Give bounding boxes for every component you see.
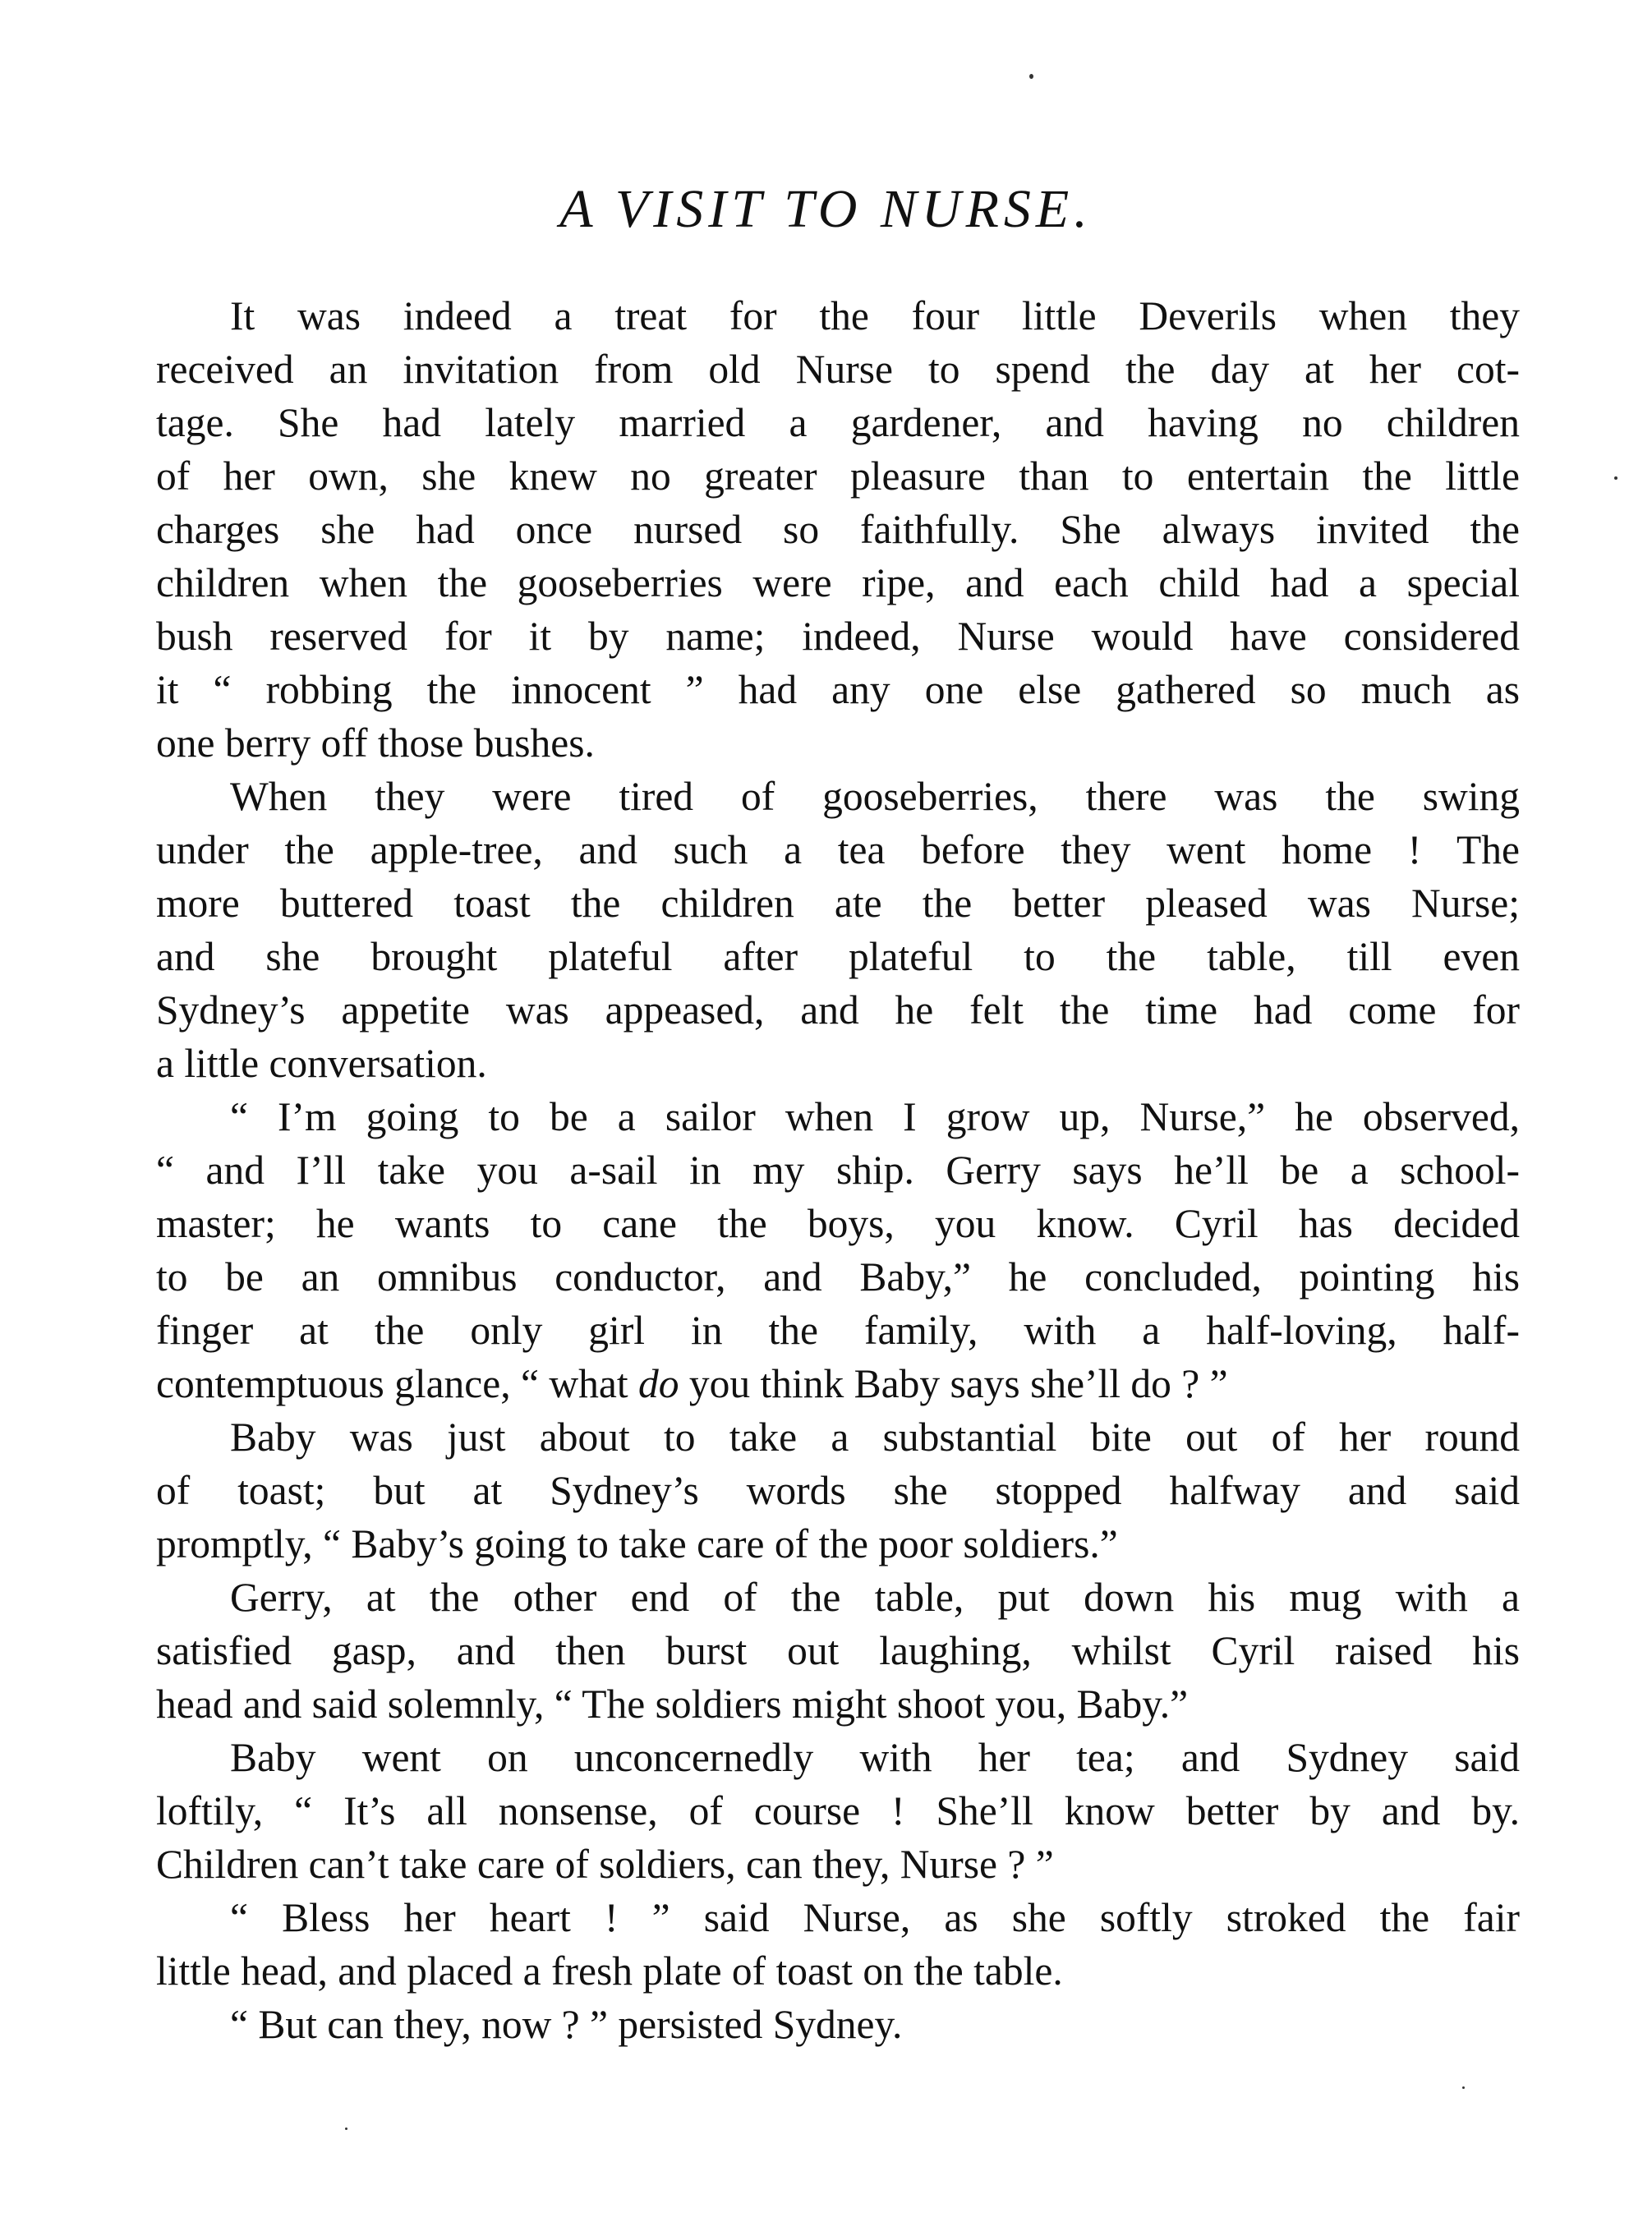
text-line <box>156 1304 1520 1357</box>
text-line-content: it “ robbing the innocent ” had any one else gathered so much as <box>156 667 1520 712</box>
text-line-content: one berry off those bushes. <box>156 720 595 766</box>
text-line-content: bush reserved for it by name; indeed, Nurse would have considered <box>156 614 1520 659</box>
page-speck <box>1462 2086 1465 2089</box>
text-line-content: children when the gooseberries were ripe, and each child had a special <box>156 560 1520 605</box>
text-line <box>156 1571 1520 1624</box>
text-line-content: Baby was just about to take a substantial bite out of her round <box>230 1414 1520 1460</box>
text-line-content: “ Bless her heart ! ” said Nurse, as she softly stroked the fair <box>230 1895 1520 1940</box>
text-line-content: finger at the only girl in the family, with a half-loving, half- <box>156 1308 1520 1353</box>
text-line <box>156 1624 1520 1677</box>
chapter-title: A VISIT TO NURSE. <box>559 179 1093 239</box>
text-line-content: under the apple-tree, and such a tea before they went home ! The <box>156 827 1520 872</box>
text-line-content: a little conversation. <box>156 1041 487 1086</box>
page-speck <box>1614 476 1617 480</box>
text-line-content: of toast; but at Sydney’s words she stopped halfway and said <box>156 1468 1520 1513</box>
text-line-content: contemptuous glance, “ what <box>156 1361 628 1406</box>
text-line <box>156 716 1520 770</box>
text-line <box>156 1197 1520 1250</box>
text-line <box>156 556 1520 610</box>
text-line <box>156 1891 1520 1944</box>
text-line <box>156 1677 1520 1731</box>
text-line-content: little head, and placed a fresh plate of toast on the table. <box>156 1948 1063 1994</box>
text-line <box>156 449 1520 503</box>
text-line-content: master; he wants to cane the boys, you know. Cyril has decided <box>156 1201 1520 1246</box>
text-line-content: It was indeed a treat for the four little Deverils when they <box>230 293 1520 338</box>
text-line-content: charges she had once nursed so faithfully. She always invited the <box>156 507 1520 552</box>
text-line <box>156 770 1520 823</box>
text-line <box>156 983 1520 1037</box>
text-line-content: Sydney’s appetite was appeased, and he felt the time had come for <box>156 987 1520 1033</box>
text-line <box>156 1784 1520 1838</box>
text-line-content: and she brought plateful after plateful to the table, till even <box>156 934 1520 979</box>
text-line-content: Children can’t take care of soldiers, can they, Nurse ? ” <box>156 1842 1054 1887</box>
text-line <box>156 1517 1520 1571</box>
text-line-content: tage. She had lately married a gardener, and having no children <box>156 400 1520 445</box>
text-line-content: more buttered toast the children ate the better pleased was Nurse; <box>156 881 1520 926</box>
page-speck <box>1029 74 1033 79</box>
text-line-content: “ and I’ll take you a-sail in my ship. Gerry says he’ll be a school- <box>156 1148 1520 1193</box>
text-line <box>156 396 1520 449</box>
text-line <box>156 1037 1520 1090</box>
text-line <box>156 610 1520 663</box>
text-line-content: satisfied gasp, and then burst out laughing, whilst Cyril raised his <box>156 1628 1520 1673</box>
text-line-content: “ But can they, now ? ” persisted Sydney. <box>230 2002 903 2047</box>
text-line <box>156 1250 1520 1304</box>
text-line <box>156 1143 1520 1197</box>
text-line-content: “ I’m going to be a sailor when I grow up, Nurse,” he observed, <box>230 1094 1520 1139</box>
text-line <box>156 1998 1520 2051</box>
text-line <box>156 1464 1520 1517</box>
text-line-content: When they were tired of gooseberries, there was the swing <box>230 774 1520 819</box>
page-speck <box>345 2128 347 2130</box>
text-line <box>156 1731 1520 1784</box>
text-line-content: Baby went on unconcernedly with her tea; and Sydney said <box>230 1735 1520 1780</box>
text-line <box>156 1090 1520 1143</box>
text-line-content: Gerry, at the other end of the table, put down his mug with a <box>230 1575 1520 1620</box>
text-line <box>156 343 1520 396</box>
text-line-content: to be an omnibus conductor, and Baby,” he concluded, pointing his <box>156 1254 1520 1300</box>
body-text <box>156 289 1520 2051</box>
text-line <box>156 663 1520 716</box>
text-line-content: head and said solemnly, “ The soldiers might shoot you, Baby.” <box>156 1681 1189 1727</box>
text-line <box>156 930 1520 983</box>
text-line-content: loftily, “ It’s all nonsense, of course ! She’ll know better by and by. <box>156 1788 1520 1833</box>
text-line <box>156 1410 1520 1464</box>
text-line-continuation: you think Baby says she’ll do ? ” <box>679 1361 1228 1406</box>
text-line <box>156 289 1520 343</box>
text-line <box>156 503 1520 556</box>
text-line-content: promptly, “ Baby’s going to take care of the poor soldiers.” <box>156 1521 1118 1566</box>
text-line-content: of her own, she knew no greater pleasure than to entertain the little <box>156 453 1520 499</box>
text-line-content: received an invitation from old Nurse to spend the day at her cot- <box>156 347 1520 392</box>
text-line <box>156 823 1520 876</box>
text-line <box>156 1357 1520 1410</box>
emphasis: do <box>637 1361 679 1406</box>
text-line <box>156 1838 1520 1891</box>
text-line <box>156 1944 1520 1998</box>
text-line <box>156 876 1520 930</box>
